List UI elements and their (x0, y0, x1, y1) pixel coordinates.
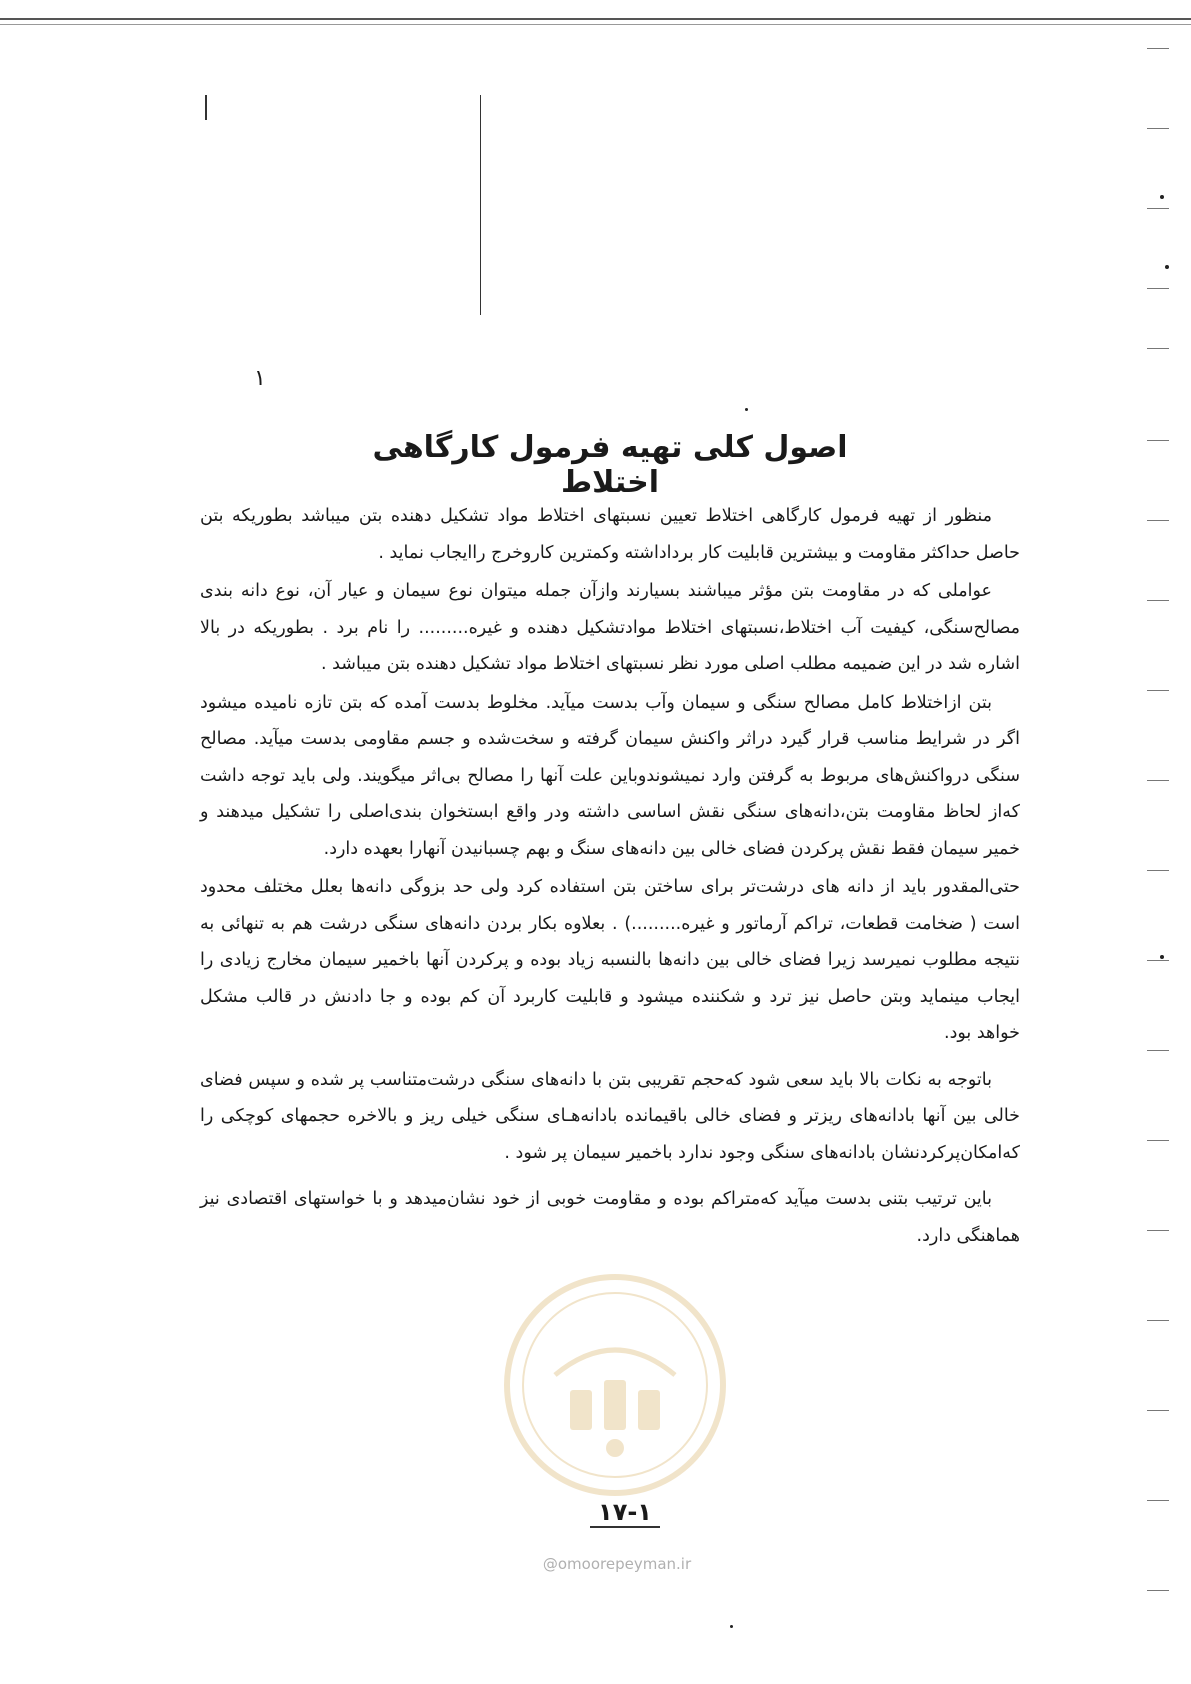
top-scan-edge-secondary (0, 24, 1191, 25)
paragraph-purpose: منظور از تهیه فرمول کارگاهی اختلاط تعیین نسبتهای اختلاط مواد تشکیل دهنده بتن میباشد بطوریکه بتن حاصل حداکثر مقاومت و بیشترین قابلیت کار برداداشته وکمترین کاروخرج راایجاب نماید . (200, 506, 1020, 563)
scan-speck (1160, 195, 1164, 199)
scan-speck (730, 1625, 733, 1628)
document-body (200, 498, 1020, 1254)
margin-section-number: ۱ (254, 366, 266, 391)
scan-vertical-mark (205, 95, 207, 120)
scan-speck (1160, 955, 1164, 959)
scan-vertical-mark (480, 95, 481, 315)
paragraph-concrete-mixing: بتن ازاختلاط کامل مصالح سنگی و سیمان وآب بدست میآید. مخلوط بدست آمده که بتن تازه نامیده میشود اگر در شرایط مناسب قرار گیرد دراثر واکنش سیمان گرفته و سخت‌شده و جسم مقاومی بدست میآید. مصالح سنگی درواکنش‌های مربوط به گرفتن وارد نمیشوندوباین علت آنها را مصالح بی‌اثر میگویند. ولی باید توجه داشت که‌از لحاظ مقاومت بتن‌،دانه‌های سنگی نقش اساسی داشته ودر واقع ابستخوان بندی‌اصلی را تشکیل میدهند و خمیر سیمان فقط نقش پرکردن فضای خالی بین دانه‌های سنگ و بهم چسبانیدن آنهارا بعهده دارد. (200, 692, 1020, 859)
paragraph-aggregate-size: حتی‌المقدور باید از دانه های درشت‌تر برای ساختن بتن استفاده کرد ولی حد بزوگی دانه‌ها بعلل مختلف محدود است ( ضخامت قطعات، تراکم آرماتور و غیره.........) . بعلاوه بکار بردن دانه‌های سنگی درشت هم به تنهائی به نتیجه مطلوب نمیرسد زیرا فضای خالی بین دانه‌ها بالنسبه زیاد بوده و پرکردن آنها باخمیر سیمان مخارج زیادی را ایجاب مینماید وبتن حاصل نیز ترد و شکننده میشود و قابلیت کاربرد آن کم بوده و جا دادنش در قالب مشکل خواهد بود. (200, 877, 1020, 1043)
scan-speck (745, 408, 748, 411)
watermark-logo (500, 1270, 730, 1500)
watermark-handle: @omoorepeyman.ir (542, 1555, 692, 1573)
page-title: اصول کلی تهیه فرمول کارگاهی اختلاط (372, 430, 848, 500)
scan-speck (1165, 265, 1169, 269)
top-scan-edge (0, 18, 1191, 20)
paragraph-conclusion: باین ترتیب بتنی بدست میآید که‌متراکم بوده و مقاومت خوبی از خود نشان‌میدهد و با خواستهای اقتصادی نیز هماهنگی دارد. (200, 1189, 1020, 1246)
paragraph-filling-voids: باتوجه به نکات بالا باید سعی شود که‌حجم تقریبی بتن با دانه‌های سنگی درشت‌متناسب پر شده و سپس فضای خالی بین آنها بادانه‌های ریزتر و فضای خالی باقیمانده بادانه‌هـای سنگی خیلی ریز و بالاخره حجمهای کوچکی را که‌امکان‌پرکردنشان بادانه‌های سنگی وجود ندارد باخمیر سیمان پر شود . (200, 1069, 1020, 1163)
paragraph-factors: عواملی که در مقاومت بتن مؤثر میباشند بسیارند وازآن جمله میتوان نوع سیمان و عیار آن، نوع دانه بندی مصالح‌سنگی، کیفیت آب اختلاط،نسبتهای اختلاط موادتشکیل دهنده و غیره......... را نام برد . بطوریکه در بالا اشاره شد در این ضمیمه مطلب اصلی مورد نظر نسبتهای اختلاط مواد تشکیل دهنده بتن میباشد . (200, 581, 1020, 674)
page-number: ۱۷-۱ (580, 1498, 670, 1526)
